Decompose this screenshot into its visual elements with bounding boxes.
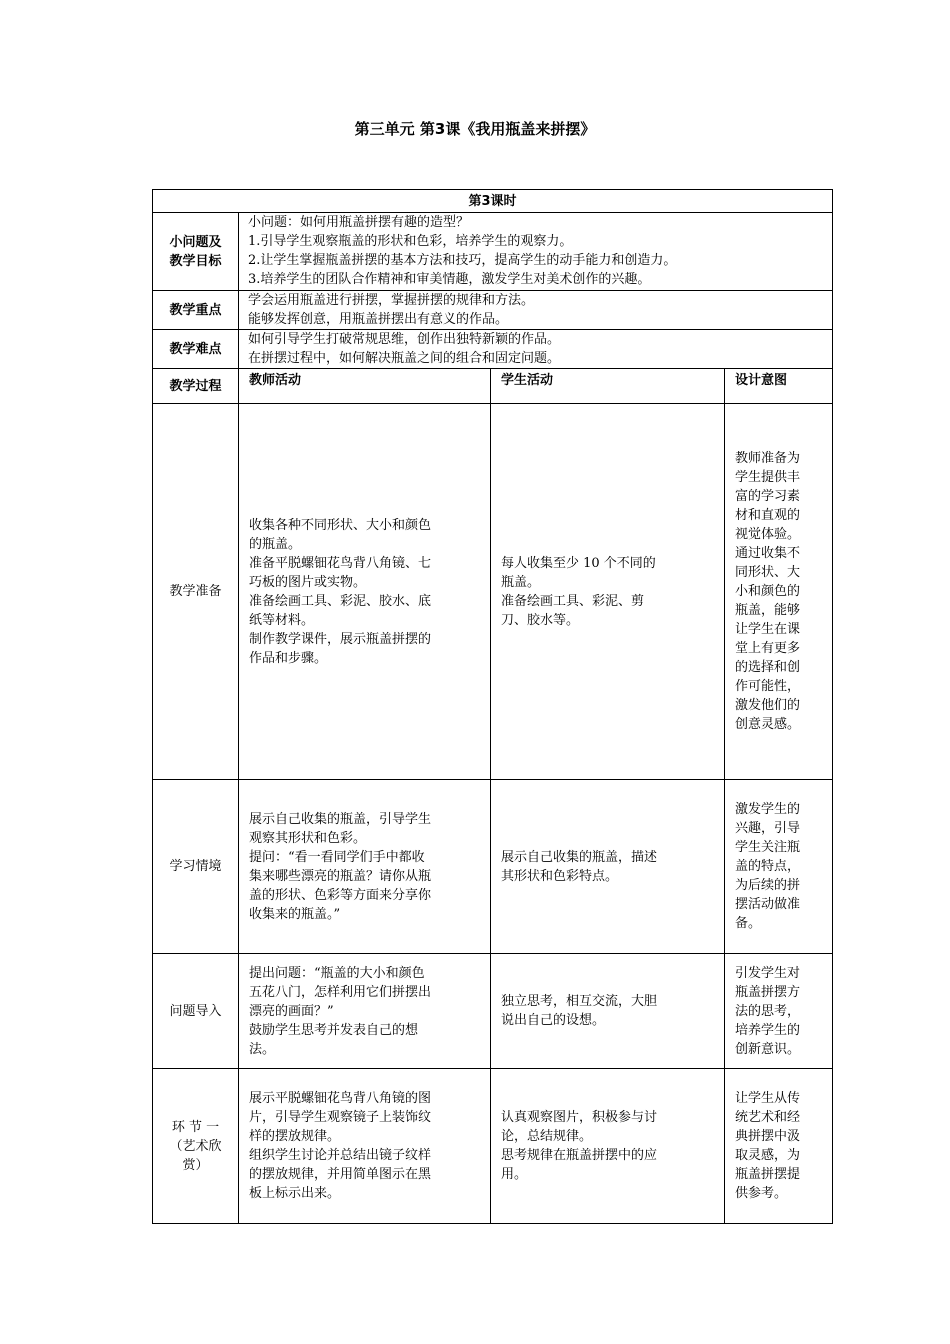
design-intent: 让学生从传 统艺术和经 典拼摆中汲 取灵感，为 瓶盖拼摆提 供参考。 [725,1069,833,1224]
student-activity: 每人收集至少 10 个不同的 瓶盖。 准备绘画工具、彩泥、剪 刀、胶水等。 [491,404,725,780]
process-label: 教学过程 [153,369,239,404]
difficulty-row [153,330,833,369]
goals-label: 小问题及 教学目标 [153,213,239,291]
document-title: 第三单元 第3课《我用瓶盖来拼摆》 [354,120,596,138]
col-student-activity: 学生活动 [491,369,725,404]
stage-name: 环 节 一 （艺术欣 赏） [153,1069,239,1224]
goal-2: 2.让学生掌握瓶盖拼摆的基本方法和技巧，提高学生的动手能力和创造力。 [248,253,677,268]
design-intent: 引发学生对 瓶盖拼摆方 法的思考， 培养学生的 创新意识。 [725,954,833,1069]
stage-row-problem-intro [153,954,833,1069]
difficulty-content: 如何引导学生打破常规思维，创作出独特新颖的作品。 在拼摆过程中，如何解决瓶盖之间的组合和固定问题。 [239,330,833,369]
teacher-activity: 展示自己收集的瓶盖，引导学生 观察其形状和色彩。 提问：“看一看同学们手中都收 集来哪些漂亮的瓶盖？请你从瓶 盖的形状、色彩等方面来分享你 收集来的瓶盖。” [239,780,491,954]
design-intent: 激发学生的 兴趣，引导 学生关注瓶 盖的特点， 为后续的拼 摆活动做准 备。 [725,780,833,954]
goal-3: 3.培养学生的团队合作精神和审美情趣，激发学生对美术创作的兴趣。 [248,272,651,287]
table-header-row [153,190,833,213]
goals-question: 小问题：如何用瓶盖拼摆有趣的造型？ [248,215,470,230]
lesson-plan-table [152,189,833,1224]
student-activity: 展示自己收集的瓶盖，描述 其形状和色彩特点。 [491,780,725,954]
stage-row-preparation [153,404,833,780]
focus-content: 学会运用瓶盖进行拼摆，掌握拼摆的规律和方法。 能够发挥创意，用瓶盖拼摆出有意义的作品。 [239,291,833,330]
stage-name: 问题导入 [153,954,239,1069]
teacher-activity: 展示平脱螺钿花鸟背八角镜的图 片，引导学生观察镜子上装饰纹 样的摆放规律。 组织学生讨论并总结出镜子纹样 的摆放规律，并用简单图示在黑 板上标示出来。 [239,1069,491,1224]
focus-label: 教学重点 [153,291,239,330]
teacher-activity: 收集各种不同形状、大小和颜色 的瓶盖。 准备平脱螺钿花鸟背八角镜、七 巧板的图片或实物。 准备绘画工具、彩泥、胶水、底 纸等材料。 制作教学课件，展示瓶盖拼摆的 作品和步骤。 [239,404,491,780]
stage-name: 教学准备 [153,404,239,780]
lesson-period-header: 第3课时 [153,190,833,213]
focus-row [153,291,833,330]
student-activity: 独立思考，相互交流，大胆 说出自己的设想。 [491,954,725,1069]
student-activity: 认真观察图片，积极参与讨 论，总结规律。 思考规律在瓶盖拼摆中的应 用。 [491,1069,725,1224]
design-intent: 教师准备为 学生提供丰 富的学习素 材和直观的 视觉体验。 通过收集不 同形状、大 小和颜色的 瓶盖，能够 让学生在课 堂上有更多 的选择和创 作可能性， 激发他们的 创意灵感。 [725,404,833,780]
goals-row [153,213,833,291]
goals-content [239,213,833,291]
stage-row-context [153,780,833,954]
process-header-row [153,369,833,404]
col-design-intent: 设计意图 [725,369,833,404]
goal-1: 1.引导学生观察瓶盖的形状和色彩，培养学生的观察力。 [248,234,573,249]
stage-row-art-appreciation [153,1069,833,1224]
col-teacher-activity: 教师活动 [239,369,491,404]
teacher-activity: 提出问题：“瓶盖的大小和颜色 五花八门，怎样利用它们拼摆出 漂亮的画面？” 鼓励学生思考并发表自己的想 法。 [239,954,491,1069]
stage-name: 学习情境 [153,780,239,954]
difficulty-label: 教学难点 [153,330,239,369]
